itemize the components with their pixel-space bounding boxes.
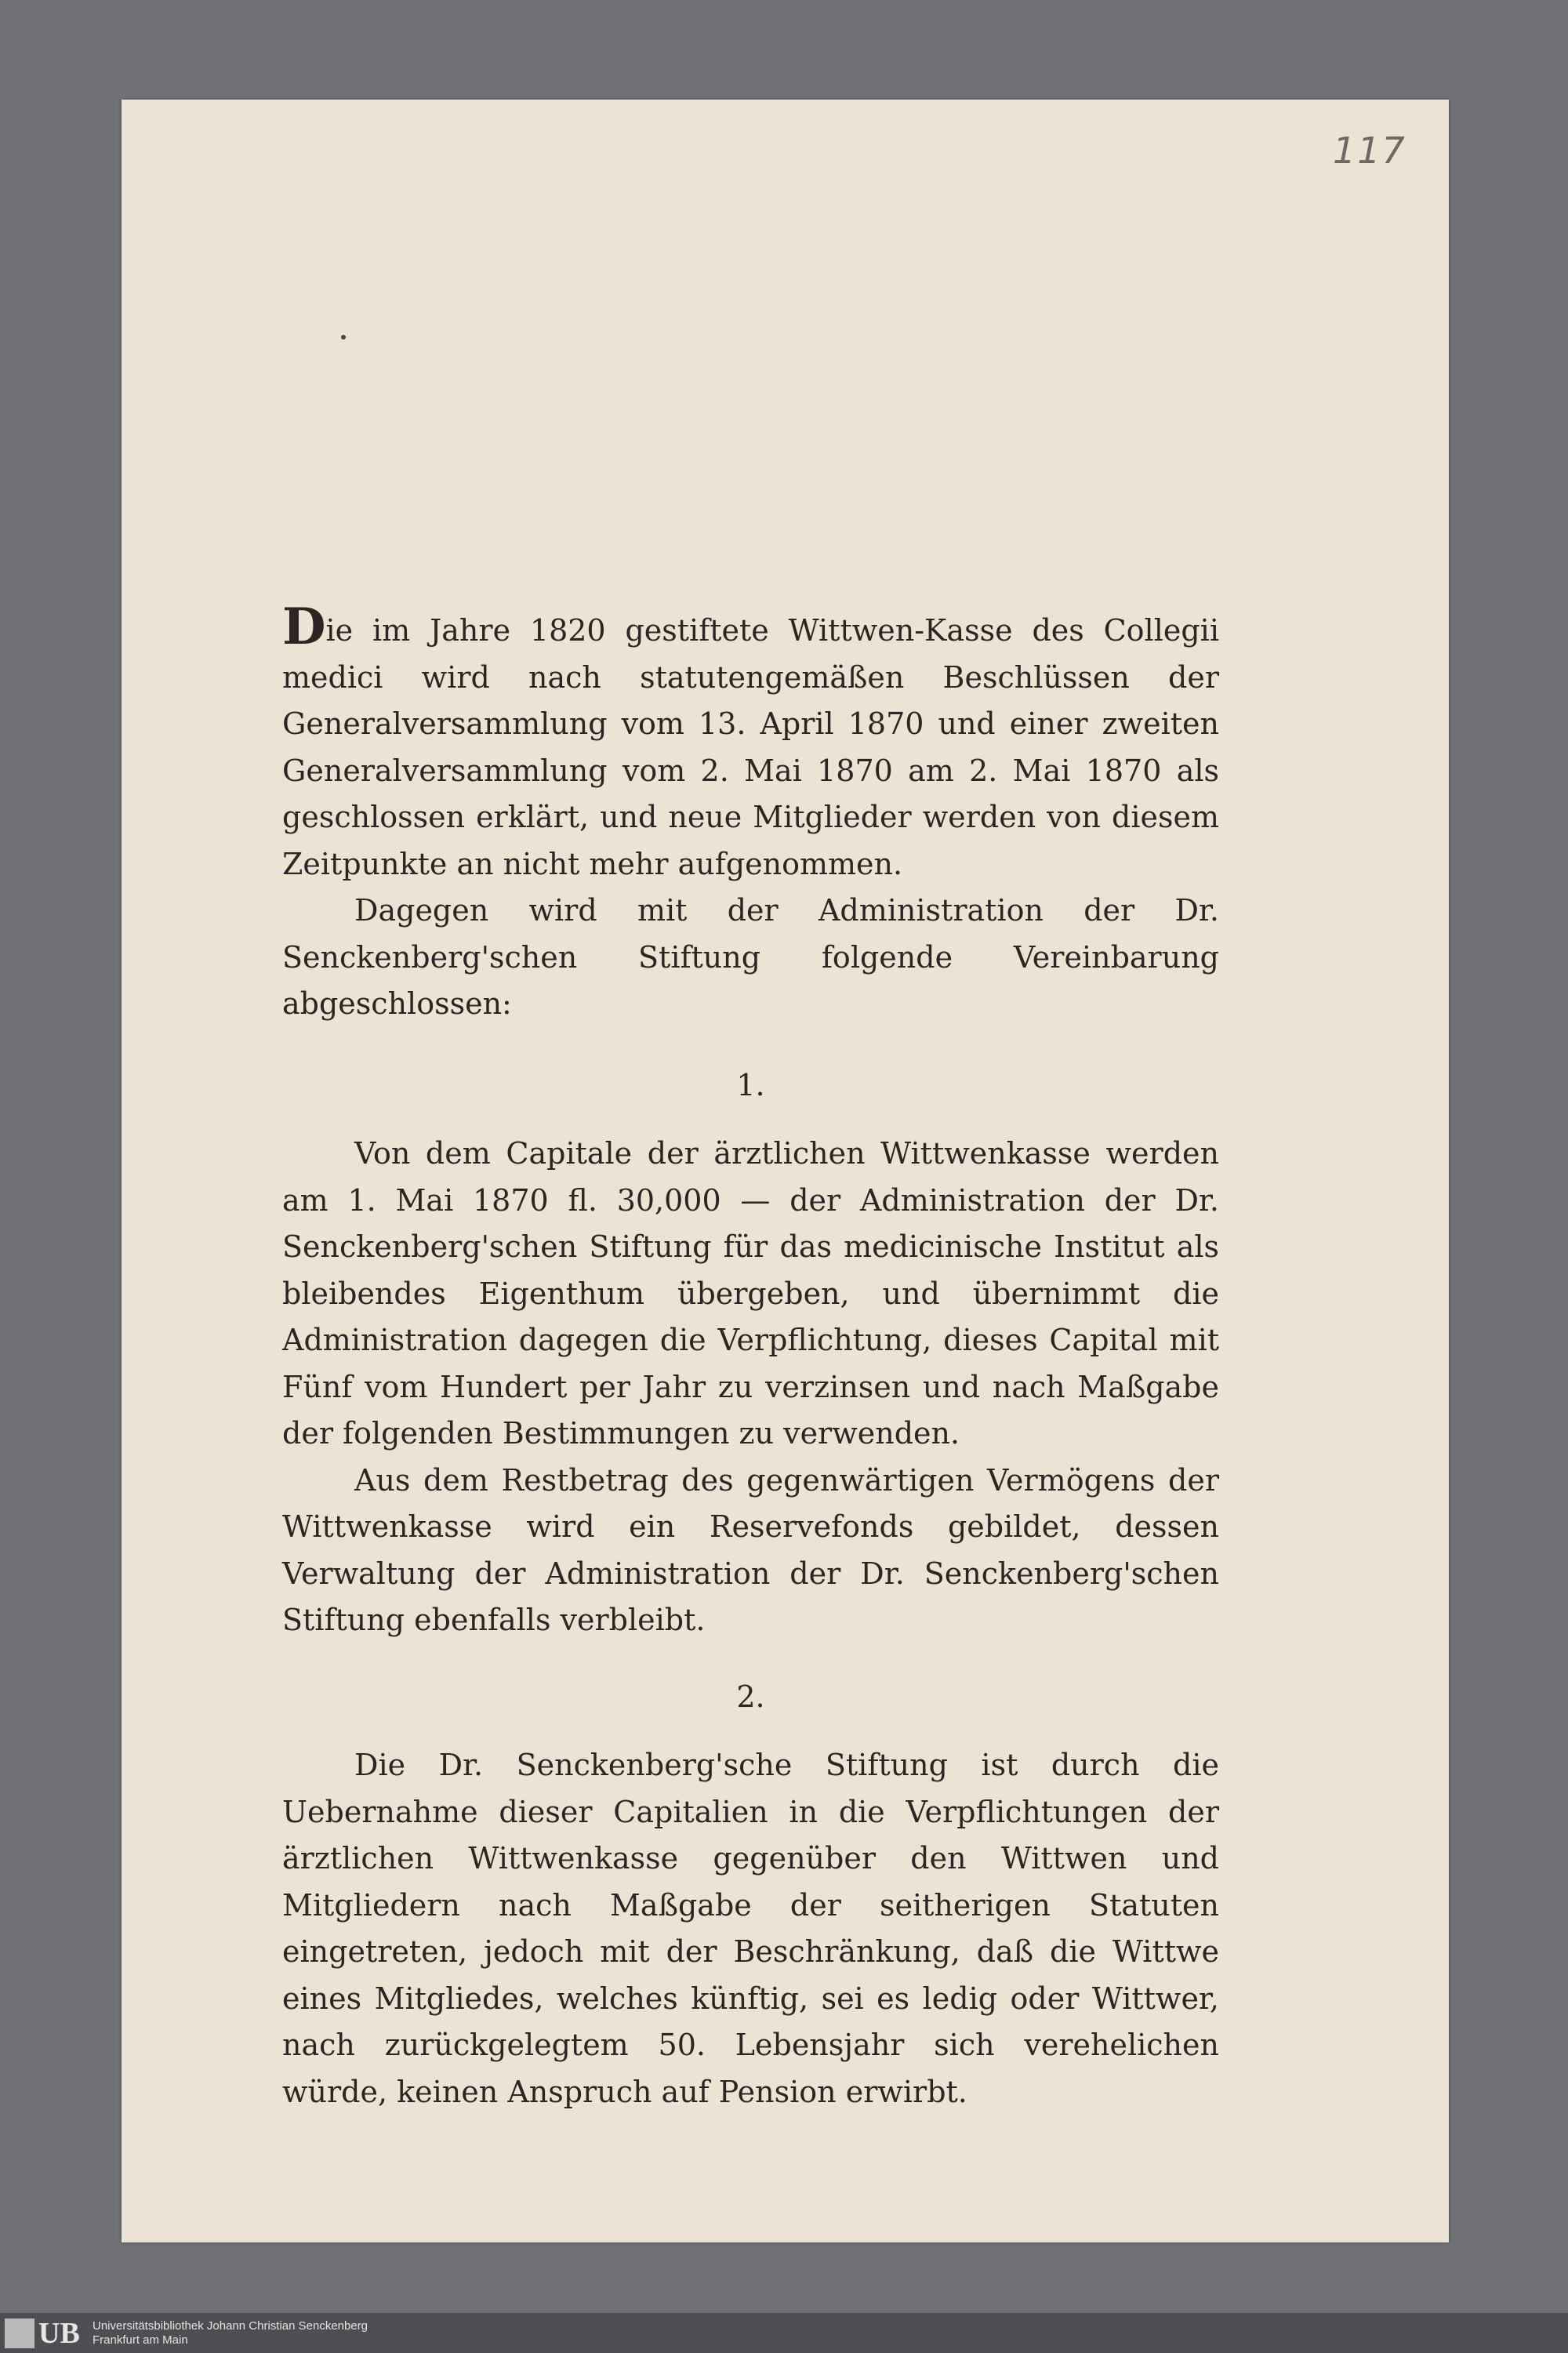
- library-city: Frankfurt am Main: [93, 2333, 188, 2347]
- section-heading-1: 1.: [736, 1067, 765, 1102]
- library-footer: [0, 2313, 1568, 2353]
- document-body: [282, 597, 1219, 2115]
- drop-cap: D: [282, 597, 326, 656]
- ub-logo-mark-icon: [5, 2319, 34, 2348]
- ub-logo: [5, 2319, 83, 2348]
- intro-paragraph-2: Dagegen wird mit der Administration der Dr. Senckenberg'schen Stiftung folgende Vereinbarung abgeschlossen:: [282, 893, 1219, 1021]
- library-credit: [93, 2319, 368, 2348]
- ink-dot: [341, 335, 346, 340]
- library-name: Universitätsbibliothek Johann Christian Senckenberg: [93, 2319, 368, 2333]
- intro-paragraph-1: [282, 597, 1219, 888]
- section-heading-2: 2.: [736, 1679, 765, 1714]
- section-2-paragraph-1: Die Dr. Senckenberg'sche Stiftung ist durch die Uebernahme dieser Capitalien in die Verpflichtungen der ärztlichen Wittwenkasse gegenüber den Wittwen und Mitgliedern nach Maßgabe der seitherigen Statuten eingetreten, jedoch mit der Beschränkung, daß die Wittwe eines Mitgliedes, welches künftig, sei es ledig oder Wittwer, nach zurückgelegtem 50. Lebensjahr sich verehelichen würde, keinen Anspruch auf Pension erwirbt.: [282, 1748, 1219, 2109]
- intro-paragraph-1-text: ie im Jahre 1820 gestiftete Wittwen-Kasse des Collegii medici wird nach statutengemäßen Beschlüssen der Generalversammlung vom 13. April 1870 und einer zweiten Generalversammlung vom 2. Mai 1870 am 2. Mai 1870 als geschlossen erklärt, und neue Mitglieder werden von diesem Zeitpunkte an nicht mehr aufgenommen.: [282, 613, 1219, 881]
- ub-logo-text: UB: [38, 2317, 80, 2350]
- section-1-paragraph-2: Aus dem Restbetrag des gegenwärtigen Vermögens der Wittwenkasse wird ein Reservefonds gebildet, dessen Verwaltung der Administration der Dr. Senckenberg'schen Stiftung ebenfalls verbleibt.: [282, 1462, 1219, 1637]
- section-1-paragraph-1: Von dem Capitale der ärztlichen Wittwenkasse werden am 1. Mai 1870 fl. 30,000 — der Administration der Dr. Senckenberg'schen Stiftung für das medicinische Institut als bleibendes Eigenthum übergeben, und übernimmt die Administration dagegen die Verpflichtung, dieses Capital mit Fünf vom Hundert per Jahr zu verzinsen und nach Maßgabe der folgenden Bestimmungen zu verwenden.: [282, 1136, 1219, 1451]
- page-number: 117: [1333, 129, 1406, 172]
